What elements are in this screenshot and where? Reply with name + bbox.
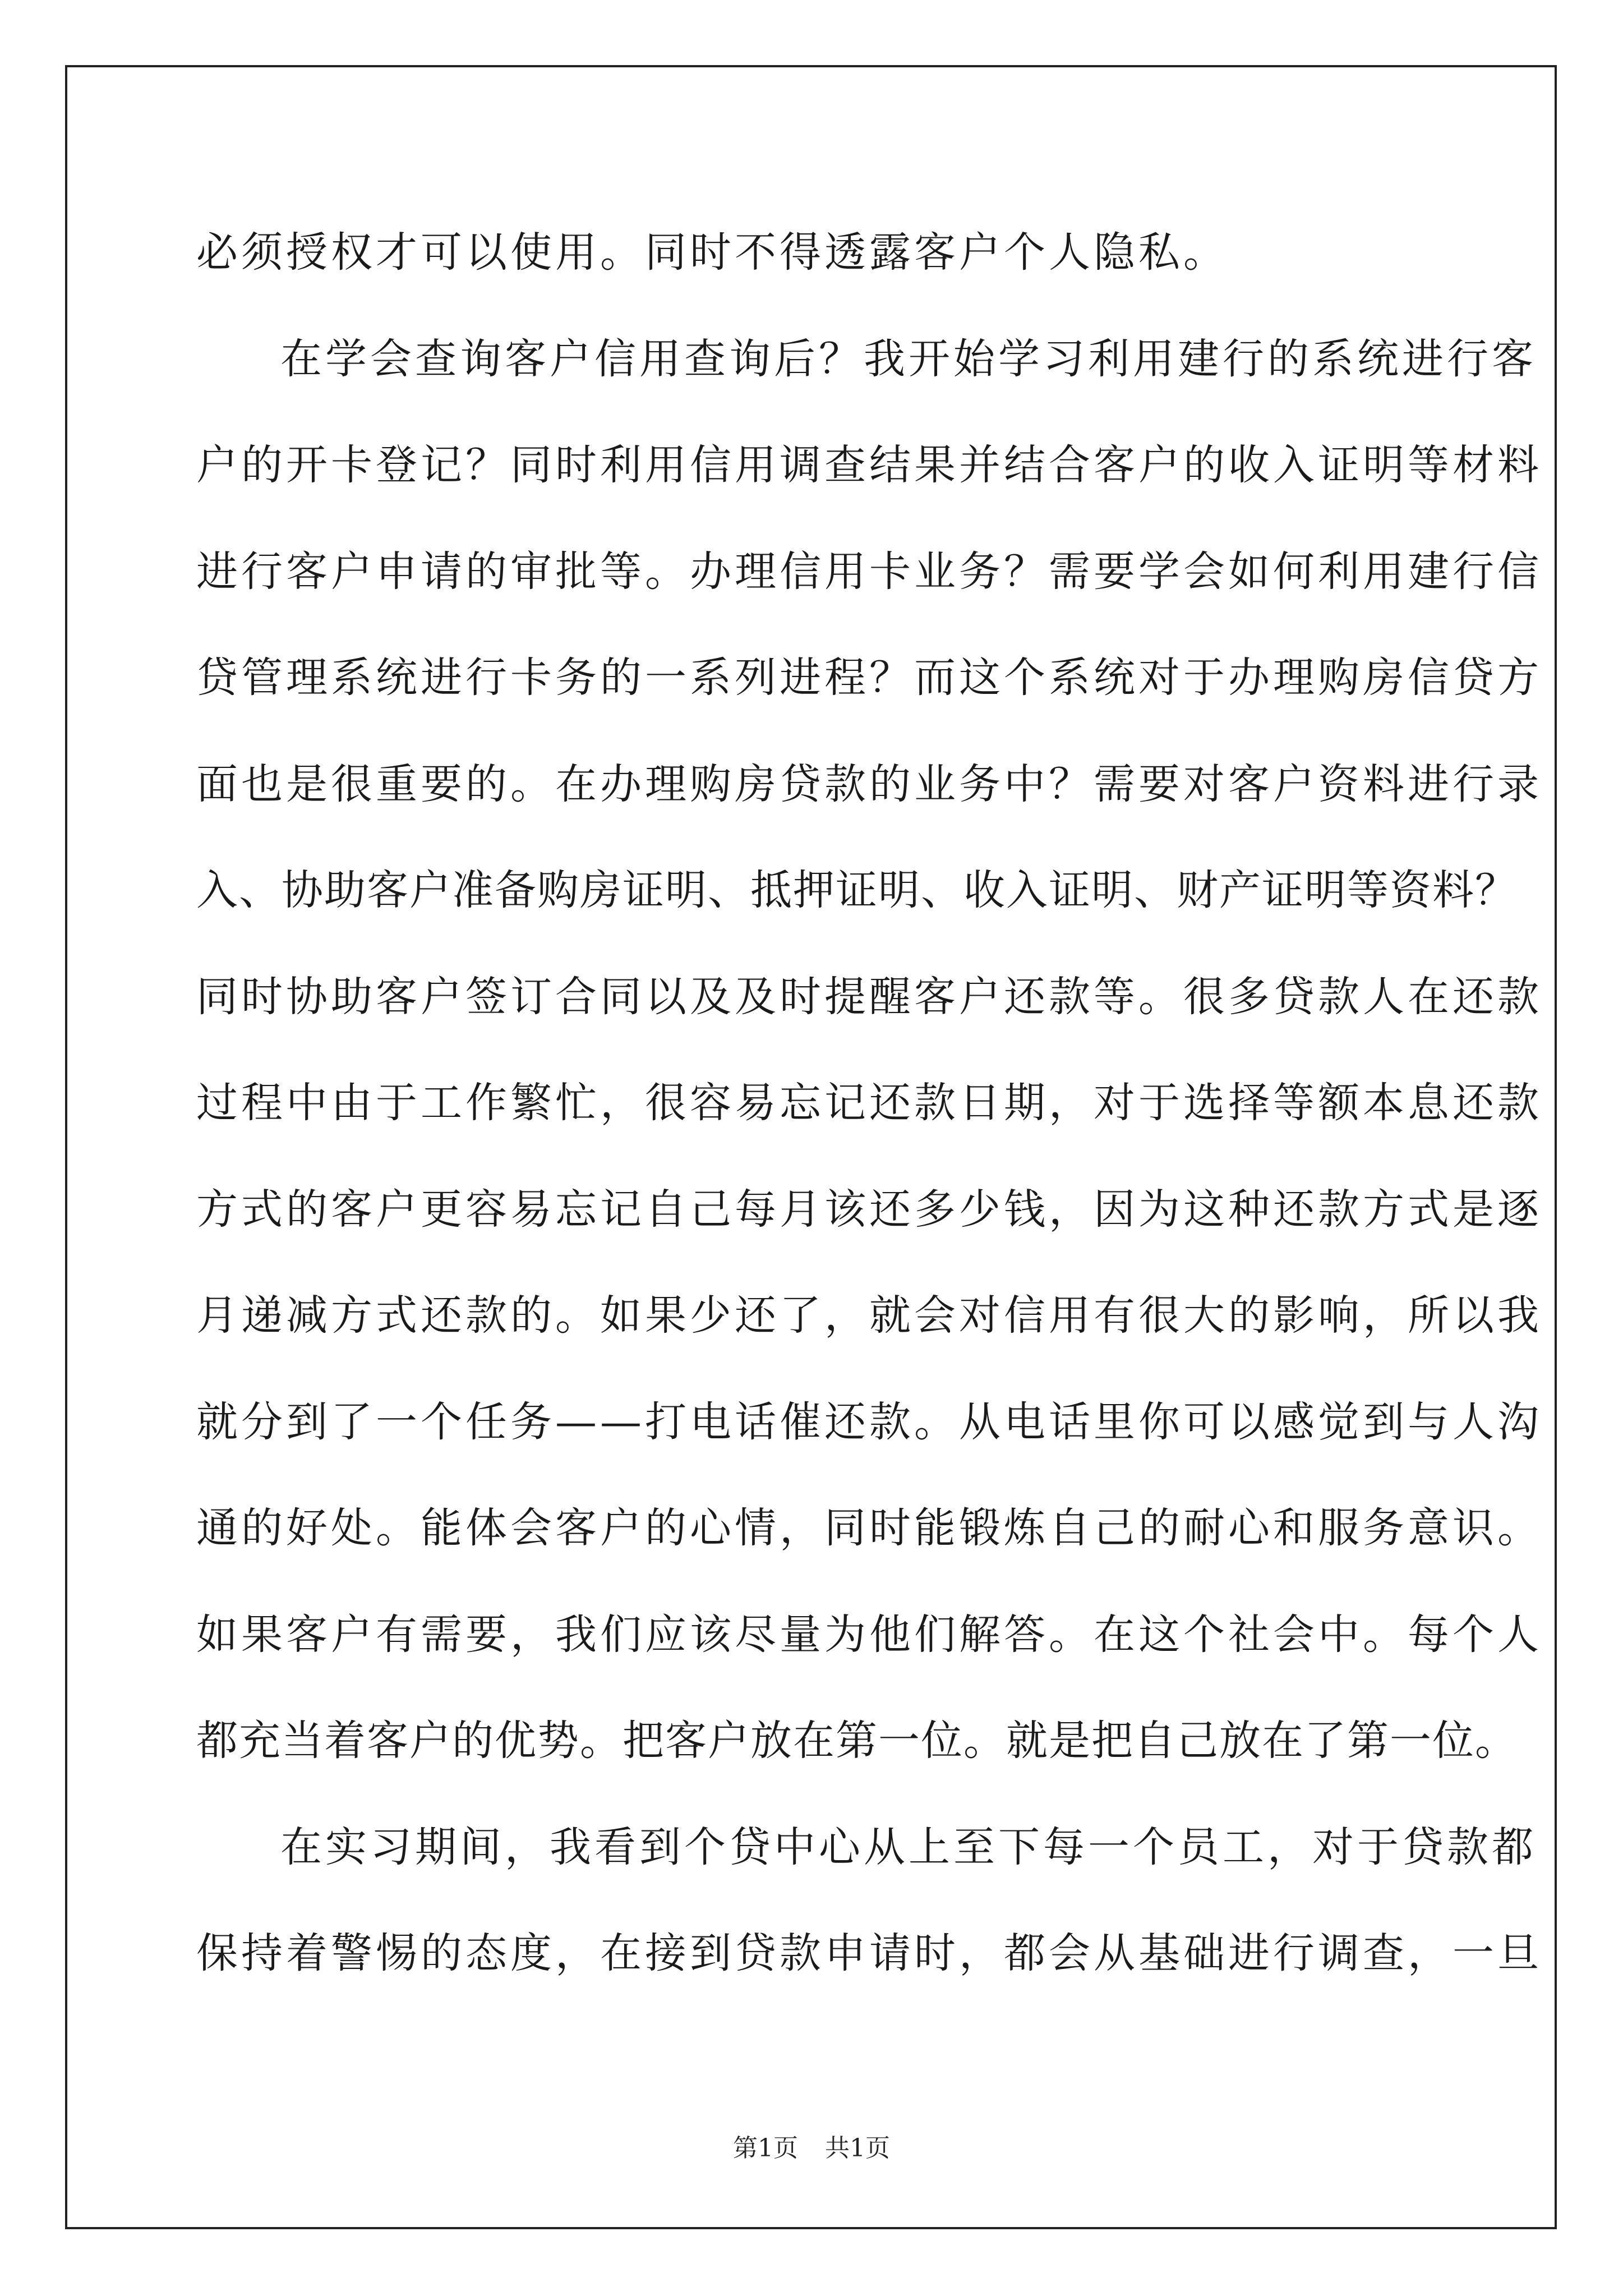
document-body <box>196 200 1542 2007</box>
text-line: 同时协助客户签订合同以及及时提醒客户还款等。很多贷款人在还款 <box>196 972 1542 1021</box>
text-line: 必须授权才可以使用。同时不得透露客户个人隐私。 <box>196 228 1228 277</box>
text-line: 过程中由于工作繁忙，很容易忘记还款日期，对于选择等额本息还款 <box>196 1079 1542 1127</box>
text-line: 方式的客户更容易忘记自己每月该还多少钱，因为这种还款方式是逐 <box>196 1185 1542 1234</box>
text-line: 面也是很重要的。在办理购房贷款的业务中？需要对客户资料进行录 <box>196 760 1542 808</box>
page-footer <box>0 2132 1623 2165</box>
text-line: 入、协助客户准备购房证明、抵押证明、收入证明、财产证明等资料？ <box>196 866 1518 914</box>
text-line: 在学会查询客户信用查询后？我开始学习利用建行的系统进行客 <box>280 334 1537 383</box>
text-line: 如果客户有需要，我们应该尽量为他们解答。在这个社会中。每个人 <box>196 1610 1542 1659</box>
text-line: 保持着警惕的态度，在接到贷款申请时，都会从基础进行调查，一旦 <box>196 1929 1542 1977</box>
page-total: 共1页 <box>825 2134 890 2162</box>
text-line: 月递减方式还款的。如果少还了，就会对信用有很大的影响，所以我 <box>196 1291 1542 1340</box>
page-number: 第1页 <box>733 2134 798 2162</box>
text-line: 贷管理系统进行卡务的一系列进程？而这个系统对于办理购房信贷方 <box>196 654 1542 702</box>
text-line: 在实习期间，我看到个贷中心从上至下每一个员工，对于贷款都 <box>280 1823 1537 1871</box>
text-line: 户的开卡登记？同时利用信用调查结果并结合客户的收入证明等材料 <box>196 441 1542 489</box>
text-line: 就分到了一个任务——打电话催还款。从电话里你可以感觉到与人沟 <box>196 1397 1542 1446</box>
text-line: 进行客户申请的审批等。办理信用卡业务？需要学会如何利用建行信 <box>196 547 1542 596</box>
text-line: 都充当着客户的优势。把客户放在第一位。就是把自己放在了第一位。 <box>196 1717 1518 1765</box>
text-line: 通的好处。能体会客户的心情，同时能锻炼自己的耐心和服务意识。 <box>196 1504 1542 1552</box>
